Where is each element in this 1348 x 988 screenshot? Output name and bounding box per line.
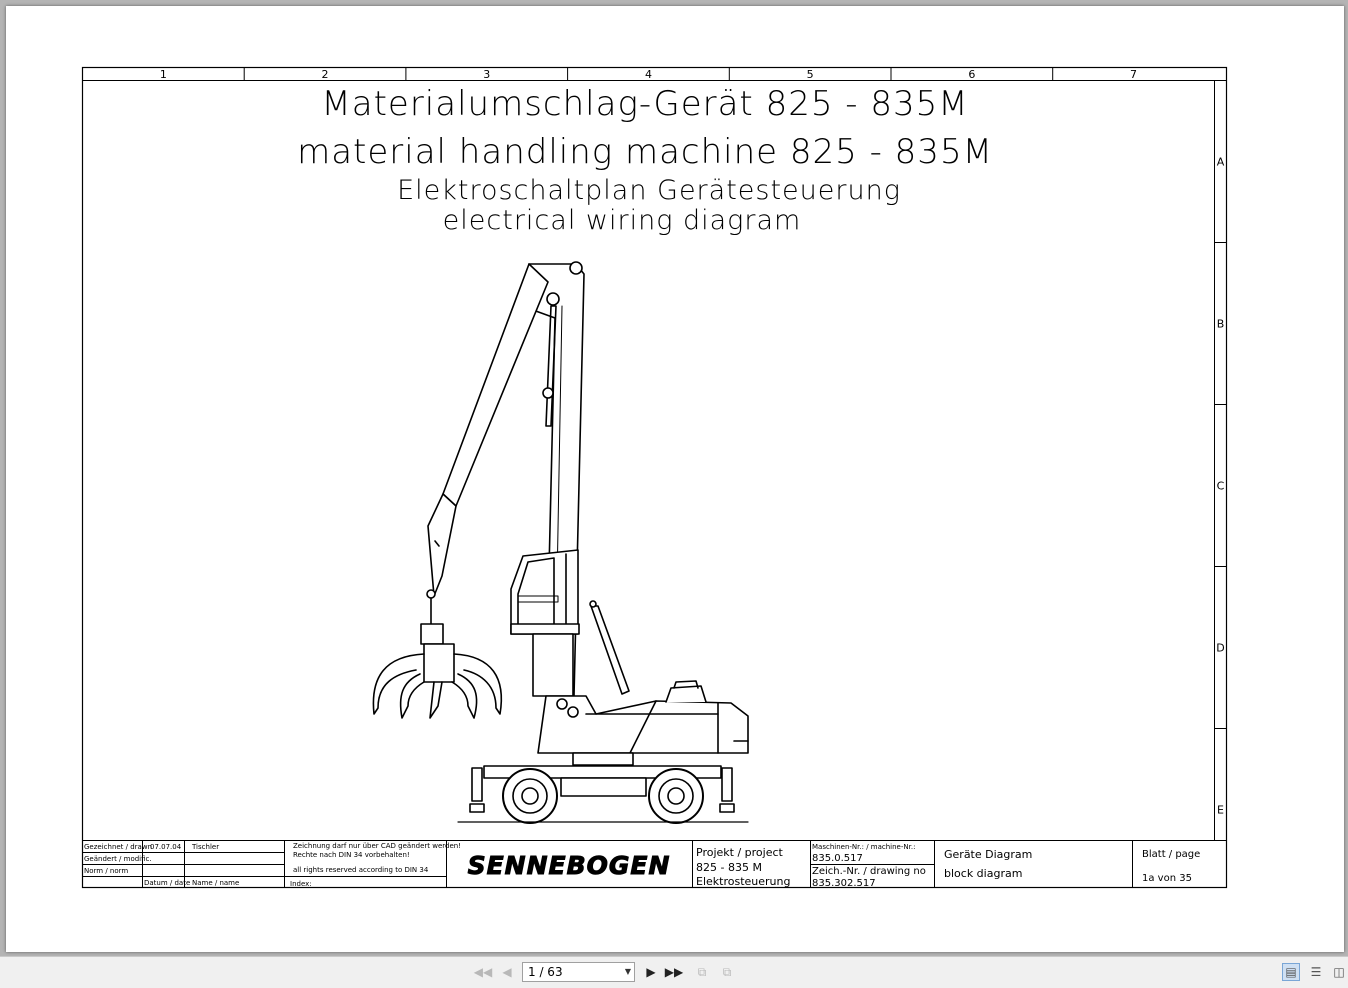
diagram-english: block diagram [944,867,1023,880]
column-label-6: 6 [968,68,976,81]
drawn-name: Tischler [192,843,220,851]
project-description: Elektrosteuerung [696,875,791,888]
project-label: Projekt / project [696,846,783,859]
upper-carriage [538,696,748,753]
note-line-1: Zeichnung darf nur über CAD geändert werden! [293,842,462,850]
row-label-C: C [1216,479,1225,493]
modified-label: Geändert / modific. [84,855,152,863]
subtitle-german: Elektroschaltplan Gerätesteuerung [397,175,901,206]
drawing-sheet [6,6,1344,952]
document-page [6,6,1344,952]
rear-wheel [649,769,703,823]
row-label-D: D [1216,641,1225,655]
column-label-4: 4 [644,68,652,81]
note-line-3: all rights reserved according to DIN 34 [293,866,429,874]
page-value: 1a von 35 [1142,873,1192,884]
previous-view-icon[interactable]: ⧉ [697,964,707,979]
outrigger-right [722,768,732,801]
name-label: Name / name [192,879,240,887]
grab-rotator [421,624,443,644]
chevron-down-icon[interactable]: ▼ [624,967,631,976]
date-label: Datum / date [144,879,191,887]
note-line-2: Rechte nach DIN 34 vorbehalten! [293,851,410,859]
drawing-no-label: Zeich.-Nr. / drawing no [812,866,926,877]
column-label-7: 7 [1130,68,1138,81]
previous-page-icon[interactable]: ◀ [502,965,512,979]
machine-no-label: Maschinen-Nr.: / machine-Nr.: [812,843,916,851]
title-english: material handling machine 825 - 835M [297,132,993,172]
title-block-text [84,842,1200,889]
page-label: Blatt / page [1142,849,1201,860]
facing-icon[interactable]: ◫ [1333,965,1345,979]
first-page-icon[interactable]: ◀◀ [473,965,493,979]
machine-no-value: 835.0.517 [812,853,863,864]
column-label-2: 2 [321,68,329,81]
column-label-1: 1 [159,68,167,81]
index-label: Index: [290,880,312,888]
row-label-A: A [1216,155,1225,169]
cab-cylinder [591,606,629,694]
diagram-german: Geräte Diagram [944,848,1033,861]
drawing-no-value: 835.302.517 [812,878,876,889]
row-label-B: B [1216,317,1225,331]
front-wheel [503,769,557,823]
next-view-icon[interactable]: ⧉ [722,964,732,979]
stick-arm [443,264,548,506]
grab-tines [373,654,424,714]
column-label-5: 5 [806,68,814,81]
row-label-E: E [1217,803,1224,817]
last-page-icon[interactable]: ▶▶ [664,965,684,979]
norm-label: Norm / norm [84,867,129,875]
project-value: 825 - 835 M [696,861,762,874]
operator-cab [511,550,578,634]
drawn-date: 07.07.04 [150,843,182,851]
single-page-icon[interactable]: ▤ [1282,963,1300,981]
page-number-input[interactable] [522,962,635,982]
company-logo: SENNEBOGEN [467,851,671,880]
page-number-value: 1 / 63 [528,965,563,979]
continuous-icon[interactable]: ☰ [1310,965,1322,979]
title-german: Materialumschlag-Gerät 825 - 835M [321,84,969,124]
outrigger-left [472,768,482,801]
column-label-3: 3 [483,68,491,81]
slewing-ring [573,753,633,765]
viewer-toolbar [0,956,1348,988]
drawn-label: Gezeichnet / drawn [84,843,153,851]
next-page-icon[interactable]: ▶ [646,965,656,979]
machine-illustration [373,262,748,823]
subtitle-english: electrical wiring diagram [442,205,802,236]
